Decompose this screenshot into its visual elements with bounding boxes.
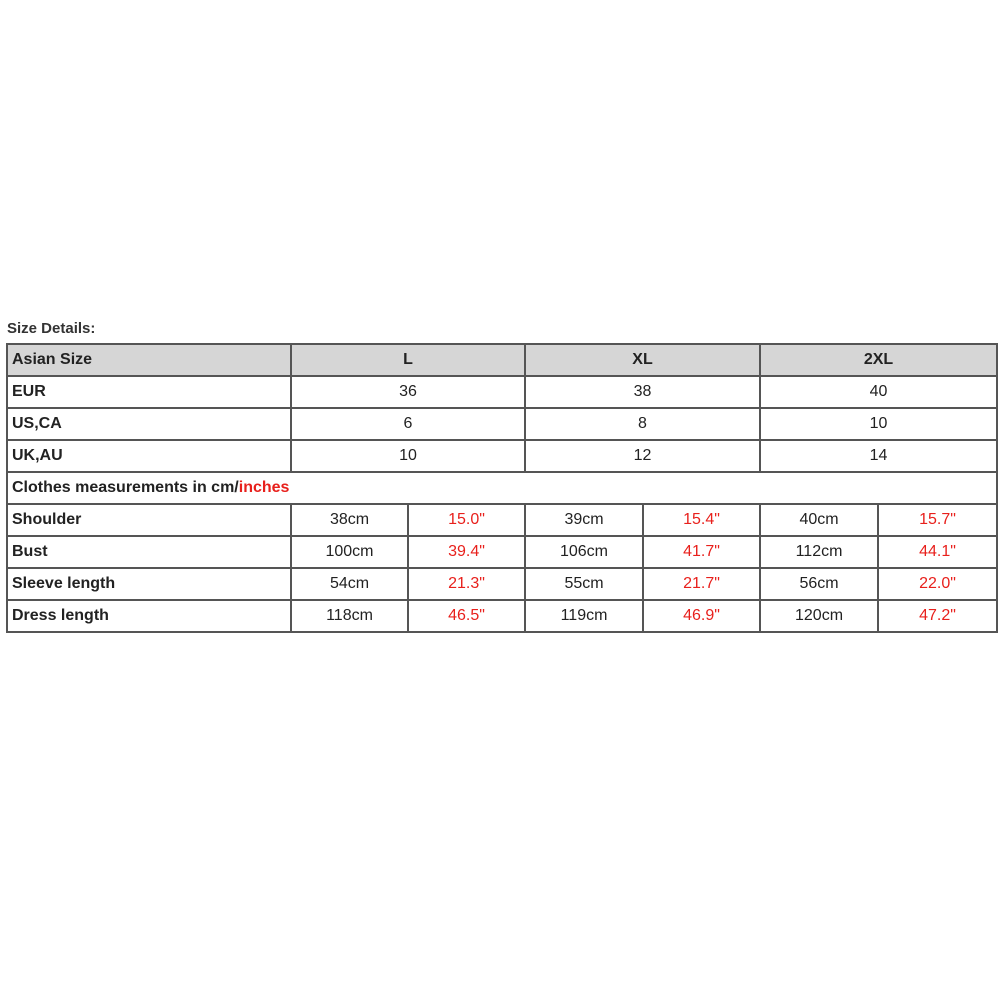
row-label: UK,AU	[7, 440, 291, 472]
table-cell: 14	[760, 440, 997, 472]
row-label: Dress length	[7, 600, 291, 632]
row-label: US,CA	[7, 408, 291, 440]
size-l-header: L	[291, 344, 525, 376]
measurements-section-title	[7, 472, 997, 504]
row-label: EUR	[7, 376, 291, 408]
table-cell: 12	[525, 440, 760, 472]
inch-value: 15.7"	[878, 504, 997, 536]
measurement-row-shoulder	[7, 504, 997, 536]
size-chart-table	[6, 343, 998, 633]
table-cell: 36	[291, 376, 525, 408]
cm-value: 120cm	[760, 600, 878, 632]
conversion-row-eur	[7, 376, 997, 408]
table-cell: 10	[760, 408, 997, 440]
section-title-highlight: inches	[238, 479, 290, 496]
cm-value: 39cm	[525, 504, 643, 536]
inch-value: 21.7"	[643, 568, 760, 600]
cm-value: 56cm	[760, 568, 878, 600]
measurement-row-bust	[7, 536, 997, 568]
measurement-row-sleeve-length	[7, 568, 997, 600]
inch-value: 39.4"	[408, 536, 525, 568]
cm-value: 119cm	[525, 600, 643, 632]
cm-value: 106cm	[525, 536, 643, 568]
inch-value: 46.9"	[643, 600, 760, 632]
table-cell: 8	[525, 408, 760, 440]
inch-value: 47.2"	[878, 600, 997, 632]
inch-value: 41.7"	[643, 536, 760, 568]
size-2xl-header: 2XL	[760, 344, 997, 376]
header-row	[7, 344, 997, 376]
asian-size-label: Asian Size	[7, 344, 291, 376]
cm-value: 38cm	[291, 504, 408, 536]
table-cell: 10	[291, 440, 525, 472]
inch-value: 15.0"	[408, 504, 525, 536]
table-cell: 40	[760, 376, 997, 408]
inch-value: 46.5"	[408, 600, 525, 632]
inch-value: 44.1"	[878, 536, 997, 568]
measurements-section-row	[7, 472, 997, 504]
table-cell: 38	[525, 376, 760, 408]
conversion-row-us-ca	[7, 408, 997, 440]
row-label: Bust	[7, 536, 291, 568]
inch-value: 15.4"	[643, 504, 760, 536]
conversion-row-uk-au	[7, 440, 997, 472]
cm-value: 55cm	[525, 568, 643, 600]
cm-value: 100cm	[291, 536, 408, 568]
size-xl-header: XL	[525, 344, 760, 376]
section-title-prefix: Clothes measurements in cm/	[12, 479, 239, 496]
cm-value: 112cm	[760, 536, 878, 568]
cm-value: 40cm	[760, 504, 878, 536]
table-cell: 6	[291, 408, 525, 440]
row-label: Shoulder	[7, 504, 291, 536]
cm-value: 54cm	[291, 568, 408, 600]
measurement-row-dress-length	[7, 600, 997, 632]
cm-value: 118cm	[291, 600, 408, 632]
size-details-heading: Size Details:	[7, 320, 96, 337]
inch-value: 22.0"	[878, 568, 997, 600]
inch-value: 21.3"	[408, 568, 525, 600]
row-label: Sleeve length	[7, 568, 291, 600]
